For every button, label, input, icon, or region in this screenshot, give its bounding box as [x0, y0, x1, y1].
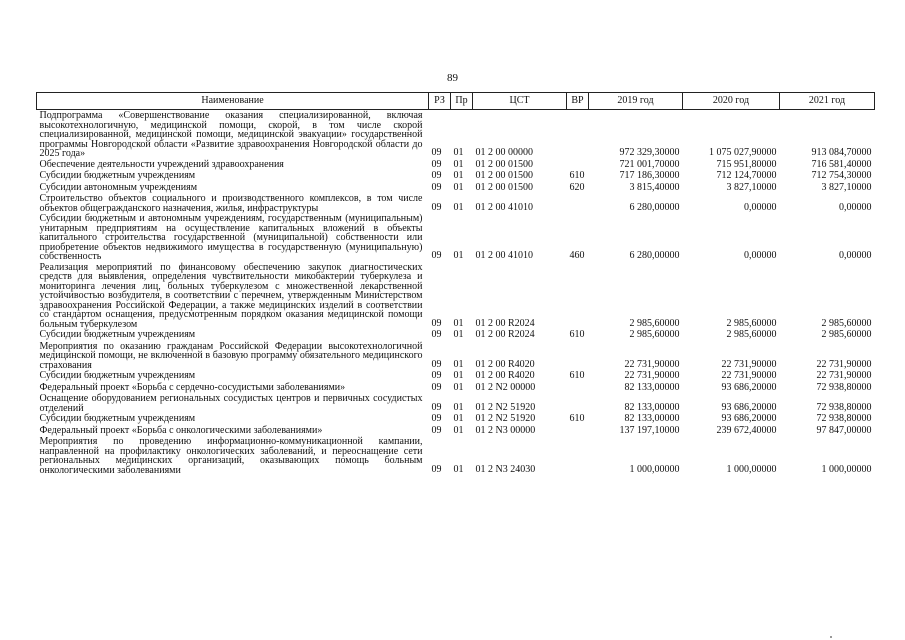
row-rz: 09 — [431, 317, 442, 329]
row-pr: 01 — [453, 201, 464, 213]
row-2021: 716 581,40000 — [811, 158, 872, 170]
row-2020: 0,00000 — [744, 201, 777, 213]
row-2020: 1 075 027,90000 — [709, 147, 777, 158]
header-name: Наименование — [37, 93, 429, 110]
row-vr — [567, 436, 589, 475]
row-2019: 6 280,00000 — [629, 201, 680, 213]
table-row — [37, 341, 875, 371]
table-row — [37, 329, 875, 341]
row-2020: 93 686,20000 — [721, 413, 777, 424]
header-cst: ЦСТ — [473, 93, 567, 110]
row-name: Мероприятия по проведению информационно-коммуникационной кампании, направленной на профилактику онкологических заболеваний, и переоснащение сети региональных медицинских организаций, оказывающих помощь больным онкологическими заболеваниями — [39, 436, 423, 476]
row-2019: 137 197,10000 — [619, 424, 680, 436]
row-rz: 09 — [431, 250, 442, 261]
row-rz: 09 — [431, 401, 442, 413]
table-row — [37, 413, 875, 425]
row-vr: 610 — [569, 170, 585, 181]
row-pr: 01 — [453, 147, 464, 158]
row-2019: 972 329,30000 — [619, 147, 680, 158]
row-rz: 09 — [431, 170, 442, 181]
row-pr: 01 — [453, 463, 464, 475]
row-cst: 01 2 00 R2024 — [475, 317, 535, 329]
table-row — [37, 159, 875, 171]
table-body — [37, 110, 875, 476]
row-2019: 6 280,00000 — [629, 250, 680, 261]
row-2020: 93 686,20000 — [721, 401, 777, 413]
row-name: Субсидии бюджетным и автономным учреждениям, государственным (муниципальным) унитарным предприятиям на осуществление капитальных вложений в объекты капитального строительства государственной (муниципальной) собственности или приобретение объектов недвижимого имущества в государственную (муниципальную) собственность — [39, 213, 423, 262]
table-row — [37, 262, 875, 330]
row-2020: 712 124,70000 — [716, 170, 777, 181]
row-2021: 22 731,90000 — [816, 358, 872, 370]
row-rz: 09 — [431, 381, 442, 393]
header-rz: РЗ — [429, 93, 451, 110]
header-2019: 2019 год — [589, 93, 683, 110]
row-rz: 09 — [431, 370, 442, 381]
row-cst: 01 2 N3 24030 — [475, 463, 536, 475]
row-cst: 01 2 00 01500 — [475, 158, 533, 170]
row-2021: 2 985,60000 — [821, 329, 872, 340]
scan-artifact — [830, 636, 832, 638]
row-cst: 01 2 00 01500 — [475, 170, 533, 181]
row-name: Субсидии бюджетным учреждениям — [39, 170, 196, 181]
row-pr: 01 — [453, 181, 464, 193]
row-2019: 22 731,90000 — [624, 358, 680, 370]
table-row — [37, 382, 875, 394]
row-pr: 01 — [453, 381, 464, 393]
row-2019: 2 985,60000 — [629, 329, 680, 340]
row-name: Федеральный проект «Борьба с сердечно-сосудистыми заболеваниями» — [39, 381, 346, 393]
row-cst: 01 2 00 01500 — [475, 181, 533, 193]
row-2019: 82 133,00000 — [624, 381, 680, 393]
row-2021: 97 847,00000 — [816, 424, 872, 436]
row-cst: 01 2 N2 51920 — [475, 401, 536, 413]
row-2019: 721 001,70000 — [619, 158, 680, 170]
row-2021: 712 754,30000 — [811, 170, 872, 181]
row-2020: 2 985,60000 — [726, 329, 777, 340]
row-2019: 717 186,30000 — [619, 170, 680, 181]
row-pr: 01 — [453, 317, 464, 329]
row-vr — [567, 110, 589, 159]
table-row — [37, 425, 875, 437]
table-row — [37, 182, 875, 194]
row-2020: 0,00000 — [744, 250, 777, 261]
row-2021: 2 985,60000 — [821, 317, 872, 329]
header-vr: ВР — [567, 93, 589, 110]
row-rz: 09 — [431, 413, 442, 424]
row-pr: 01 — [453, 370, 464, 381]
row-2019: 2 985,60000 — [629, 317, 680, 329]
row-2021: 3 827,10000 — [821, 181, 872, 193]
row-vr — [567, 193, 589, 213]
header-2020: 2020 год — [683, 93, 780, 110]
header-2021: 2021 год — [780, 93, 875, 110]
row-pr: 01 — [453, 170, 464, 181]
row-name: Оснащение оборудованием региональных сосудистых центров и первичных сосудистых отделений — [39, 393, 423, 414]
table-row — [37, 370, 875, 382]
row-name: Субсидии автономным учреждениям — [39, 181, 198, 193]
row-2020: 715 951,80000 — [716, 158, 777, 170]
row-vr: 610 — [569, 329, 585, 340]
row-rz: 09 — [431, 358, 442, 370]
row-name: Субсидии бюджетным учреждениям — [39, 413, 196, 424]
row-2019: 3 815,40000 — [629, 181, 680, 193]
row-2020: 3 827,10000 — [726, 181, 777, 193]
row-rz: 09 — [431, 463, 442, 475]
row-vr — [567, 341, 589, 371]
row-vr — [567, 159, 589, 171]
row-vr — [567, 262, 589, 330]
table-row — [37, 193, 875, 213]
row-2021: 72 938,80000 — [816, 381, 872, 393]
row-cst: 01 2 00 00000 — [475, 147, 533, 158]
row-2021: 72 938,80000 — [816, 401, 872, 413]
row-cst: 01 2 N2 51920 — [475, 413, 536, 424]
row-cst: 01 2 00 41010 — [475, 250, 533, 261]
row-2021: 22 731,90000 — [816, 370, 872, 381]
row-pr: 01 — [453, 358, 464, 370]
row-rz: 09 — [431, 147, 442, 158]
row-name: Субсидии бюджетным учреждениям — [39, 370, 196, 381]
row-cst: 01 2 00 R2024 — [475, 329, 535, 340]
row-2019: 1 000,00000 — [629, 463, 680, 475]
row-cst: 01 2 N2 00000 — [475, 381, 536, 393]
row-cst: 01 2 00 41010 — [475, 201, 533, 213]
row-name: Федеральный проект «Борьба с онкологическими заболеваниями» — [39, 424, 323, 436]
table-row — [37, 213, 875, 262]
row-2021: 913 084,70000 — [811, 147, 872, 158]
row-rz: 09 — [431, 424, 442, 436]
row-2020: 22 731,90000 — [721, 370, 777, 381]
table-row — [37, 170, 875, 182]
row-name: Подпрограмма «Совершенствование оказания специализированной, включая высокотехнологичную, медицинской помощи, скорой, в том числе скорой специализированной, медицинской помощи, медицинской эвакуации» государственной программы Новгородской области «Развитие здравоохранения Новгородской области до 2025 года» — [39, 110, 423, 159]
page-number: 89 — [447, 72, 458, 84]
row-2021: 1 000,00000 — [821, 463, 872, 475]
row-cst: 01 2 00 R4020 — [475, 358, 535, 370]
table-row — [37, 393, 875, 413]
row-vr: 610 — [569, 413, 585, 424]
row-2021: 72 938,80000 — [816, 413, 872, 424]
row-2020: 93 686,20000 — [721, 381, 777, 393]
row-vr — [567, 425, 589, 437]
header-pr: Пр — [451, 93, 473, 110]
row-pr: 01 — [453, 413, 464, 424]
row-2020: 2 985,60000 — [726, 317, 777, 329]
row-2020: 22 731,90000 — [721, 358, 777, 370]
row-rz: 09 — [431, 329, 442, 340]
row-name: Субсидии бюджетным учреждениям — [39, 329, 196, 340]
row-rz: 09 — [431, 201, 442, 213]
table-row — [37, 436, 875, 475]
row-cst: 01 2 00 R4020 — [475, 370, 535, 381]
budget-table — [36, 92, 875, 475]
row-vr — [567, 382, 589, 394]
row-name: Мероприятия по оказанию гражданам Российской Федерации высокотехнологичной медицинской помощи, не включенной в базовую программу обязательного медицинского страхования — [39, 340, 423, 371]
row-vr: 460 — [569, 250, 585, 261]
row-cst: 01 2 N3 00000 — [475, 424, 536, 436]
row-2019: 82 133,00000 — [624, 413, 680, 424]
row-pr: 01 — [453, 329, 464, 340]
table-row — [37, 110, 875, 159]
row-2020: 239 672,40000 — [716, 424, 777, 436]
row-rz: 09 — [431, 181, 442, 193]
row-vr — [567, 393, 589, 413]
row-2019: 22 731,90000 — [624, 370, 680, 381]
row-name: Обеспечение деятельности учреждений здравоохранения — [39, 158, 284, 170]
row-2021: 0,00000 — [839, 250, 872, 261]
row-name: Строительство объектов социального и производственного комплексов, в том числе объектов общегражданского назначения, жилья, инфраструктуры — [39, 193, 423, 214]
row-vr: 610 — [569, 370, 585, 381]
row-2019: 82 133,00000 — [624, 401, 680, 413]
row-name: Реализация мероприятий по финансовому обеспечению закупок диагностических средств для выявления, определения чувствительности микобактерии туберкулеза и мониторинга лечения лиц, больных туберкулезом с множественной лекарственной устойчивостью возбудителя, в соответствии с перечнем, утвержденным Министерством здравоохранения Российской Федерации, а также медицинских изделий в соответствии со стандартом оснащения, предусмотренным порядком оказания медицинской помощи больным туберкулезом — [39, 261, 423, 330]
row-pr: 01 — [453, 401, 464, 413]
row-pr: 01 — [453, 424, 464, 436]
row-2020: 1 000,00000 — [726, 463, 777, 475]
table-header — [37, 93, 875, 110]
row-pr: 01 — [453, 250, 464, 261]
row-2021: 0,00000 — [839, 201, 872, 213]
row-rz: 09 — [431, 158, 442, 170]
row-pr: 01 — [453, 158, 464, 170]
row-vr: 620 — [569, 181, 585, 193]
